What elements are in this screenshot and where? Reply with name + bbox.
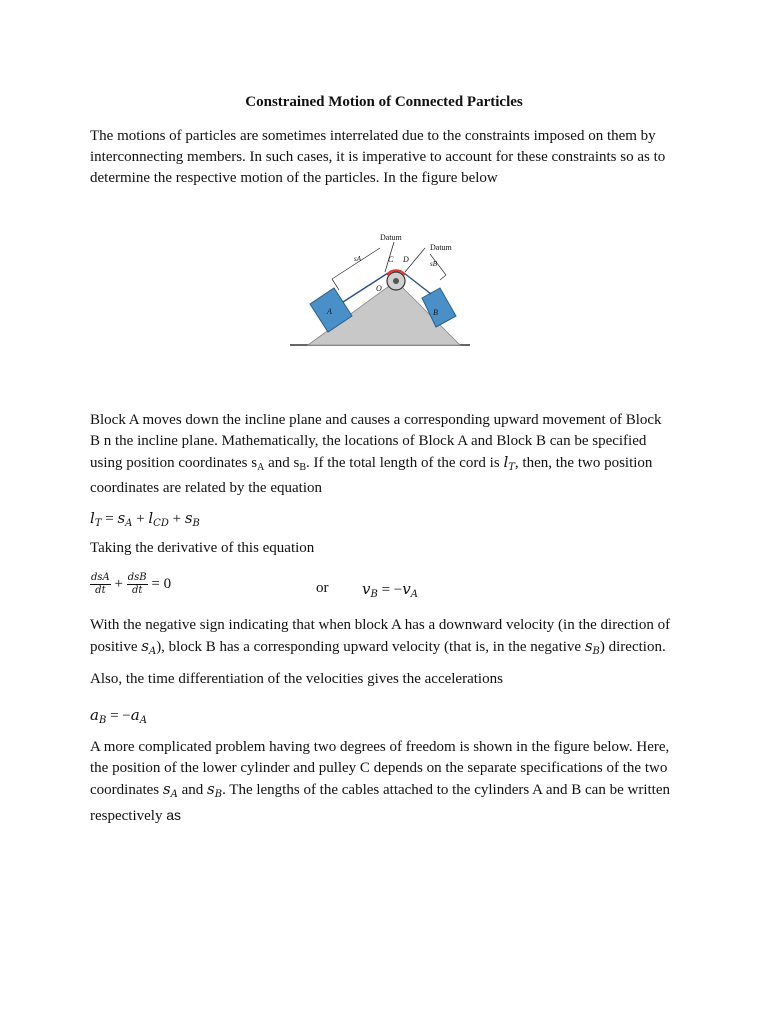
text-line: coordinates are related by the equation [90,480,322,496]
pulley-axle [393,278,399,284]
text-line: using position coordinates $s_A$ and $s_B$. If the total length of the cord is $l_T$, then, the two position [90,453,653,473]
text-line: coordinates $s_A$ and $s_B$. The lengths of the cables attached to the cylinders A and B can be written [90,780,670,800]
text-line: Block A moves down the incline plane and causes a corresponding upward movement of Block [90,412,662,428]
c-label: C [388,255,394,264]
equation-acceleration: $a_B = -a_A$ [90,706,147,726]
paragraph-two-dof [90,737,690,827]
equation-total-length: $l_T = s_A + l_{CD} + s_B$ [90,509,200,529]
cord-b [404,273,431,294]
o-label: O [376,284,382,293]
text-line: A more complicated problem having two degrees of freedom is shown in the figure below. Here, [90,739,670,755]
acceleration-text: Also, the time differentiation of the velocities gives the accelerations [90,671,503,687]
intro-line: interconnecting members. In such cases, it is imperative to account for these constraints so as to [90,149,666,165]
block-b-label: B [433,308,438,317]
text-line: the position of the lower cylinder and pulley C depends on the separate specifications of the two [90,760,668,776]
text-line: respectively as [90,807,182,824]
d-label: D [403,255,409,264]
intro-line: determine the respective motion of the particles. In the figure below [90,170,498,186]
text-line: B n the incline plane. Mathematically, the locations of Block A and Block B can be specified [90,433,647,449]
sa-label: sA [354,255,361,263]
dimension-sa [332,248,380,279]
or-text: or [316,580,329,596]
sb-label: sB [430,260,437,268]
block-a-label: A [327,307,332,316]
equation-velocity: $v_B = -v_A$ [362,580,418,600]
datum-left-label: Datum [380,233,402,242]
datum-right-label: Datum [430,243,452,252]
paragraph-velocity [90,615,690,662]
paragraph-blocks [90,410,690,499]
intro-line: The motions of particles are sometimes interrelated due to the constraints imposed on them by [90,128,656,144]
equation-derivative: $\frac{\text{dsA}}{dt}$ + $\frac{\text{dsB}}{dt}$ = 0 [91,572,172,596]
text-line: With the negative sign indicating that when block A has a downward velocity (in the direction of [90,617,671,633]
incline-pulley-figure [284,228,474,352]
intro-paragraph [90,126,690,189]
text-line: positive $s_A$), block B has a corresponding upward velocity (that is, in the negative $s_B$) direction. [90,637,666,657]
derivative-text: Taking the derivative of this equation [90,540,315,556]
page-title: Constrained Motion of Connected Particles [245,94,523,110]
